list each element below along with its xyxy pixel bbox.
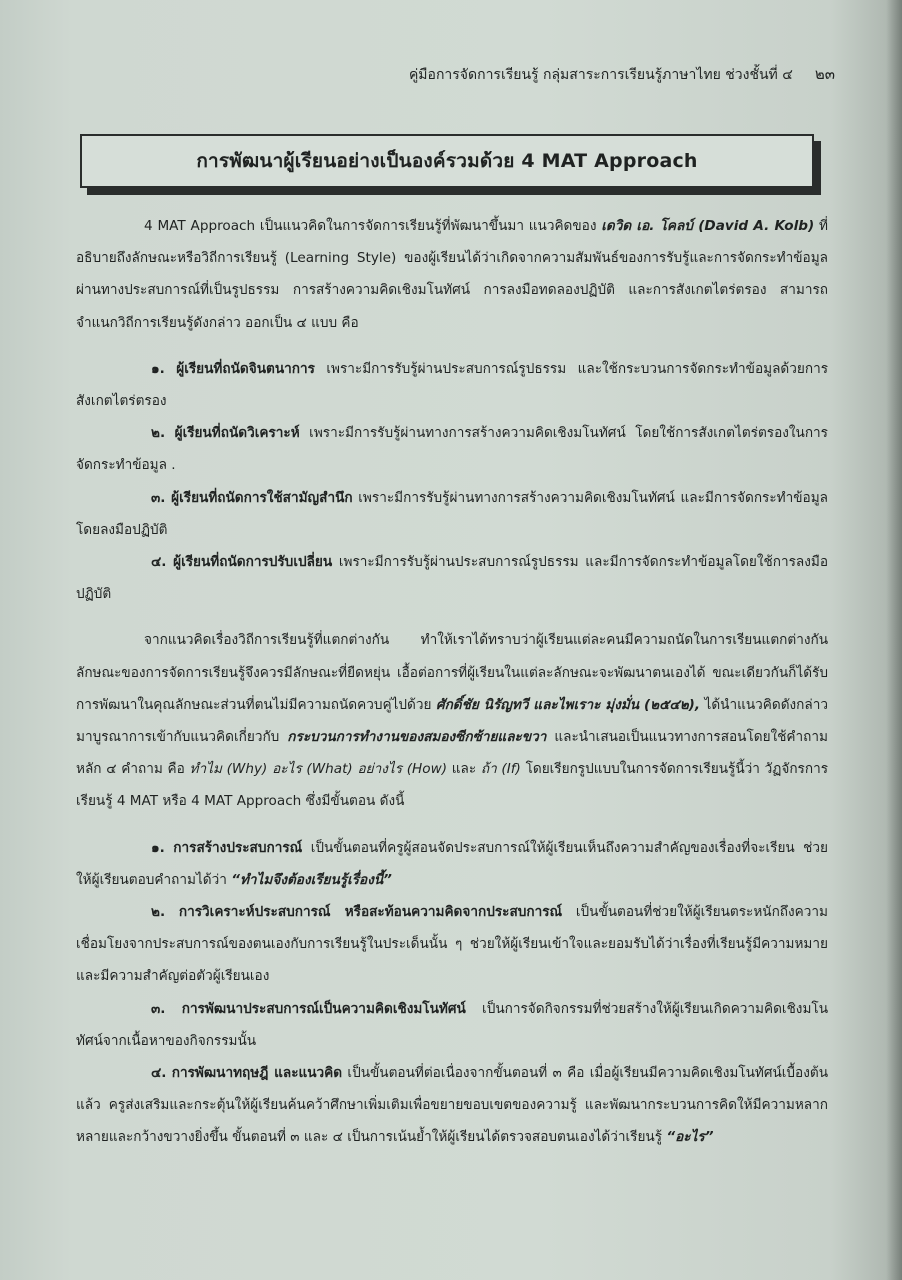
main-content	[76, 210, 828, 1154]
step-3	[76, 993, 828, 1057]
concept-text: และนำเสนอเป็นแนวทางการสอนโดยใช้คำถามหลัก ๔ คำถาม คือ	[76, 729, 828, 778]
brain-process-term: กระบวนการทำงานของสมองซีกซ้ายและขวา	[287, 729, 547, 746]
running-header	[380, 62, 835, 86]
step-text: เป็นขั้นตอนที่ต่อเนื่องจากขั้นตอนที่ ๓ คือ เมื่อผู้เรียนมีความคิดเชิงมโนทัศน์เบื้องต้นแล้ว ครูส่งเสริมและกระตุ้นให้ผู้เรียนค้นคว้าศึกษาเพิ่มเติมเพื่อขยายขอบเขตของความรู้ และพัฒนากระบวนการคิดให้มีความหลากหลายและกว้างขวางยิ่งขึ้น ขั้นตอนที่ ๓ และ ๔ เป็นการเน้นย้ำให้ผู้เรียนได้ตรวจสอบตนเองได้ว่าเรียนรู้	[76, 1065, 828, 1146]
step-label: การพัฒนาทฤษฎี และแนวคิด	[171, 1065, 343, 1082]
step-1	[76, 832, 828, 896]
intro-paragraph	[76, 210, 828, 339]
page-title: การพัฒนาผู้เรียนอย่างเป็นองค์รวมด้วย 4 MAT Approach	[196, 150, 698, 172]
item-number: ๔.	[151, 554, 167, 571]
item-label: ผู้เรียนที่ถนัดการปรับเปลี่ยน	[173, 554, 333, 571]
item-label: ผู้เรียนที่ถนัดจินตนาการ	[176, 360, 315, 377]
step-number: ๑.	[151, 839, 165, 856]
step-number: ๓.	[151, 1000, 166, 1017]
step-label: การพัฒนาประสบการณ์เป็นความคิดเชิงมโนทัศน์	[181, 1000, 466, 1017]
item-number: ๓.	[151, 489, 166, 506]
author-name: เดวิด เอ. โคลบ์ (David A. Kolb)	[601, 218, 815, 234]
concept-paragraph	[76, 624, 828, 817]
concept-text: และ	[447, 761, 481, 778]
page-number: ๒๓	[814, 65, 835, 83]
step-number: ๔.	[151, 1065, 167, 1082]
item-text: เพราะมีการรับรู้ผ่านประสบการณ์รูปธรรม และมีการจัดกระทำข้อมูลโดยใช้การลงมือปฏิบัติ	[76, 554, 828, 603]
step-text: เป็นขั้นตอนที่ช่วยให้ผู้เรียนตระหนักถึงความเชื่อมโยงจากประสบการณ์ของตนเองกับการเรียนรู้ในประเด็นนั้น ๆ ช่วยให้ผู้เรียนเข้าใจและยอมรับได้ว่าเรื่องที่เรียนรู้มีความหมาย และมีความสำคัญต่อตัวผู้เรียนเอง	[76, 904, 828, 985]
question-what: อะไร (What)	[272, 761, 353, 778]
item-text: เพราะมีการรับรู้ผ่านทางการสร้างความคิดเชิงมโนทัศน์ และมีการจัดกระทำข้อมูลโดยลงมือปฏิบัติ	[76, 489, 828, 538]
learner-type-2	[76, 417, 828, 481]
step-number: ๒.	[151, 904, 166, 921]
item-number: ๒.	[151, 425, 166, 442]
question-if: ถ้า (If)	[480, 761, 521, 778]
running-title: คู่มือการจัดการเรียนรู้ กลุ่มสาระการเรียนรู้ภาษาไทย ช่วงชั้นที่ ๔	[408, 67, 793, 83]
title-box	[80, 134, 814, 188]
concept-text: ได้นำแนวคิดดังกล่าวมาบูรณาการเข้ากับแนวคิดเกี่ยวกับ	[76, 696, 829, 746]
item-label: ผู้เรียนที่ถนัดวิเคราะห์	[174, 425, 300, 442]
intro-text-cont: ที่อธิบายถึงลักษณะหรือวิถีการเรียนรู้ (Learning Style) ของผู้เรียนได้ว่าเกิดจากความสัมพันธ์ของการรับรู้และการจัดกระทำข้อมูลผ่านทางประสบการณ์ที่เป็นรูปธรรม การสร้างความคิดเชิงมโนทัศน์ การลงมือทดลองปฏิบัติ และการสังเกตไตร่ตรอง สามารถจำแนกวิถีการเรียนรู้ดังกล่าว ออกเป็น ๔ แบบ คือ	[76, 218, 828, 331]
step-label: การสร้างประสบการณ์	[173, 839, 303, 856]
item-label: ผู้เรียนที่ถนัดการใช้สามัญสำนึก	[171, 489, 353, 506]
step-4	[76, 1057, 828, 1154]
page-edge-shadow	[886, 0, 902, 1280]
item-text: เพราะมีการรับรู้ผ่านทางการสร้างความคิดเชิงมโนทัศน์ โดยใช้การสังเกตไตร่ตรองในการจัดกระทำข้อมูล .	[76, 425, 828, 474]
authors-citation: ศักดิ์ชัย นิรัญทวี และไพเราะ มุ่งมั่น (๒๕๔๒),	[435, 696, 701, 713]
learner-type-3	[76, 482, 828, 546]
question-why: ทำไม (Why)	[189, 761, 268, 778]
step-quote: “ทำไมจึงต้องเรียนรู้เรื่องนี้”	[231, 871, 392, 888]
step-2	[76, 896, 828, 993]
learner-type-4	[76, 546, 828, 610]
item-text: เพราะมีการรับรู้ผ่านประสบการณ์รูปธรรม และใช้กระบวนการจัดกระทำข้อมูลด้วยการสังเกตไตร่ตรอง	[76, 360, 828, 410]
step-text: เป็นขั้นตอนที่ครูผู้สอนจัดประสบการณ์ให้ผู้เรียนเห็นถึงความสำคัญของเรื่องที่จะเรียน ช่วยให้ผู้เรียนตอบคำถามได้ว่า	[76, 839, 828, 888]
question-how: อย่างไร (How)	[357, 761, 447, 778]
step-quote: “อะไร”	[666, 1129, 714, 1146]
concept-text: โดยเรียกรูปแบบในการจัดการเรียนรู้นี้ว่า วัฏจักรการเรียนรู้ 4 MAT หรือ 4 MAT Approach ซึ่งมีขั้นตอน ดังนี้	[76, 761, 829, 810]
concept-text: จากแนวคิดเรื่องวิถีการเรียนรู้ที่แตกต่างกัน ทำให้เราได้ทราบว่าผู้เรียนแต่ละคนมีความถนัดในการเรียนแตกต่างกัน ลักษณะของการจัดการเรียนรู้จึงควรมีลักษณะที่ยืดหยุ่น เอื้อต่อการที่ผู้เรียนในแต่ละลักษณะจะพัฒนาตนเองได้ ขณะเดียวกันก็ได้รับการพัฒนาในคุณลักษณะส่วนที่ตนไม่มีความถนัดควบคู่ไปด้วย	[76, 632, 828, 713]
step-label: การวิเคราะห์ประสบการณ์ หรือสะท้อนความคิดจากประสบการณ์	[178, 904, 563, 921]
learner-type-1	[76, 353, 828, 417]
intro-text: 4 MAT Approach เป็นแนวคิดในการจัดการเรียนรู้ที่พัฒนาขึ้นมา แนวคิดของ	[144, 218, 602, 234]
item-number: ๑.	[151, 360, 165, 377]
step-text: เป็นการจัดกิจกรรมที่ช่วยสร้างให้ผู้เรียนเกิดความคิดเชิงมโนทัศน์จากเนื้อหาของกิจกรรมนั้น	[76, 1000, 828, 1049]
